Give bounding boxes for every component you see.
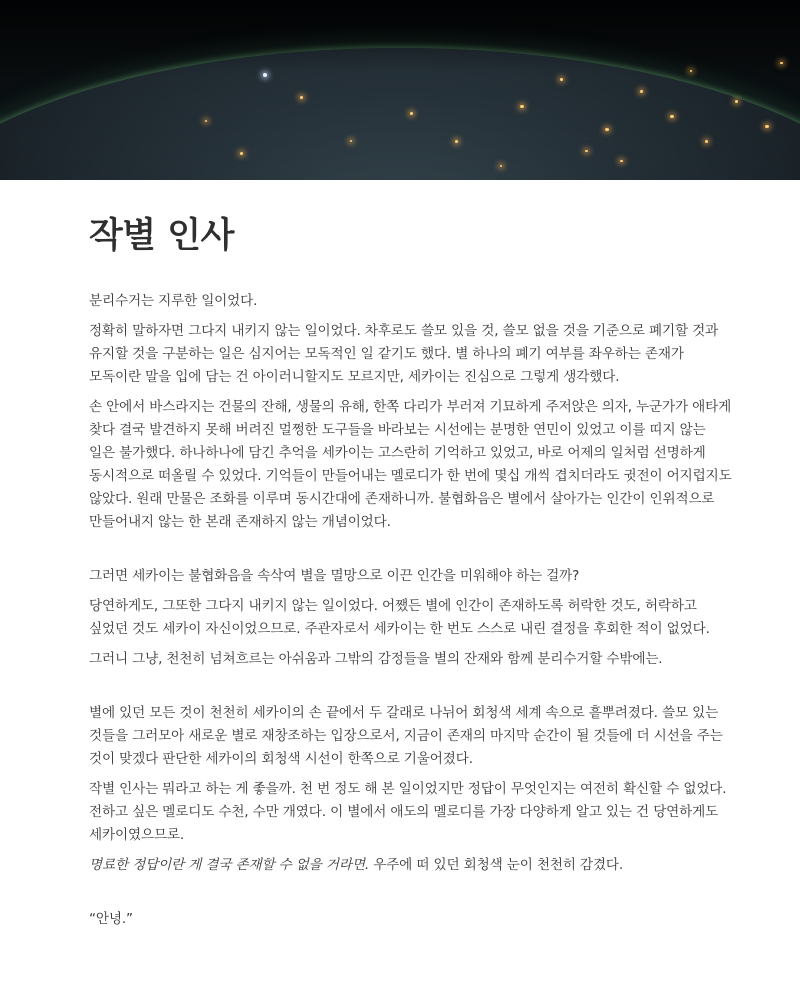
city-light [705,140,708,143]
paragraph: “안녕.” [89,911,133,927]
paragraph-text: 우주에 떠 있던 회청색 눈이 천천히 감겼다. [369,857,624,873]
city-light [765,125,769,128]
city-light [500,165,502,167]
city-light [735,100,738,103]
city-light [455,140,458,143]
article-body [89,290,735,938]
city-light [205,120,207,122]
paragraph: 당연하게도, 그또한 그다지 내키지 않는 일이었다. 어쨌든 별에 인간이 존재하도록 허락한 것도, 허락하고 싶었던 것도 세카이 자신이었으므로. 주관자로서 세카이는 한 번도 스스로 내린 결정을 후회한 적이 없었다. [89,598,710,637]
city-light [690,70,692,72]
city-light [670,115,674,118]
paragraph: 그러면 세카이는 불협화음을 속삭여 별을 멸망으로 이끈 인간을 미워해야 하는 걸까? [89,568,580,584]
city-light [350,140,352,142]
header-image [0,0,800,180]
italic-text: 명료한 정답이란 게 결국 존재할 수 없을 거라면. [89,857,370,873]
paragraph: 별에 있던 모든 것이 천천히 세카이의 손 끝에서 두 갈래로 나뉘어 회청색 세계 속으로 흩뿌려졌다. 쓸모 있는 것들을 그러모아 새로운 별로 재창조하는 입장으로서, 지금이 존재의 마지막 순간이 될 것들에 더 시선을 주는 것이 맞겠다 판단한 세카이의 회청색 시선이 한쪽으로 기울어졌다. [89,705,723,767]
city-light [620,160,623,162]
city-light [780,62,783,64]
city-light [640,90,643,93]
city-light [263,73,267,77]
paragraph: 그러니 그냥, 천천히 넘쳐흐르는 아쉬움과 그밖의 감정들을 별의 잔재와 함께 분리수거할 수밖에는. [89,651,663,667]
page-title: 작별 인사 [89,216,234,256]
paragraph [89,854,735,877]
paragraph: 분리수거는 지루한 일이었다. [89,293,258,309]
city-light [585,150,588,152]
city-light [410,112,413,115]
paragraph: 작별 인사는 뭐라고 하는 게 좋을까. 천 번 정도 해 본 일이었지만 정답이 무엇인지는 여전히 확신할 수 없었다. 전하고 싶은 멜로디도 수천, 수만 개였다. 이 별에서 애도의 멜로디를 가장 다양하게 알고 있는 건 당연하게도 세카이였으므로. [89,781,727,843]
city-light [605,128,609,131]
city-light [300,96,303,99]
paragraph: 정확히 말하자면 그다지 내키지 않는 일이었다. 차후로도 쓸모 있을 것, 쓸모 없을 것을 기준으로 폐기할 것과 유지할 것을 구분하는 일은 심지어는 모독적인 일 같기도 했다. 별 하나의 폐기 여부를 좌우하는 존재가 모독이란 말을 입에 담는 건 아이러니할지도 모르지만, 세카이는 진심으로 그렇게 생각했다. [89,323,719,385]
city-light [520,105,524,108]
city-light [560,78,563,81]
paragraph: 손 안에서 바스라지는 건물의 잔해, 생물의 유해, 한쪽 다리가 부러져 기묘하게 주저앉은 의자, 누군가가 애타게 찾다 결국 발견하지 못해 버려진 멀쩡한 도구들을 바라보는 시선에는 분명한 연민이 있었고 이를 띠지 않는 일은 불가했다. 하나하나에 담긴 추억을 세카이는 고스란히 기억하고 있었고, 바로 어제의 일처럼 선명하게 동시적으로 떠올릴 수 있었다. 기억들이 만들어내는 멜로디가 한 번에 몇십 개씩 겹치더라도 귓전이 어지럽지도 않았다. 원래 만물은 조화를 이루며 동시간대에 존재하니까. 불협화음은 별에서 살아가는 인간이 인위적으로 만들어내지 않는 한 본래 존재하지 않는 개념이었다. [89,399,732,530]
city-light [240,152,243,155]
